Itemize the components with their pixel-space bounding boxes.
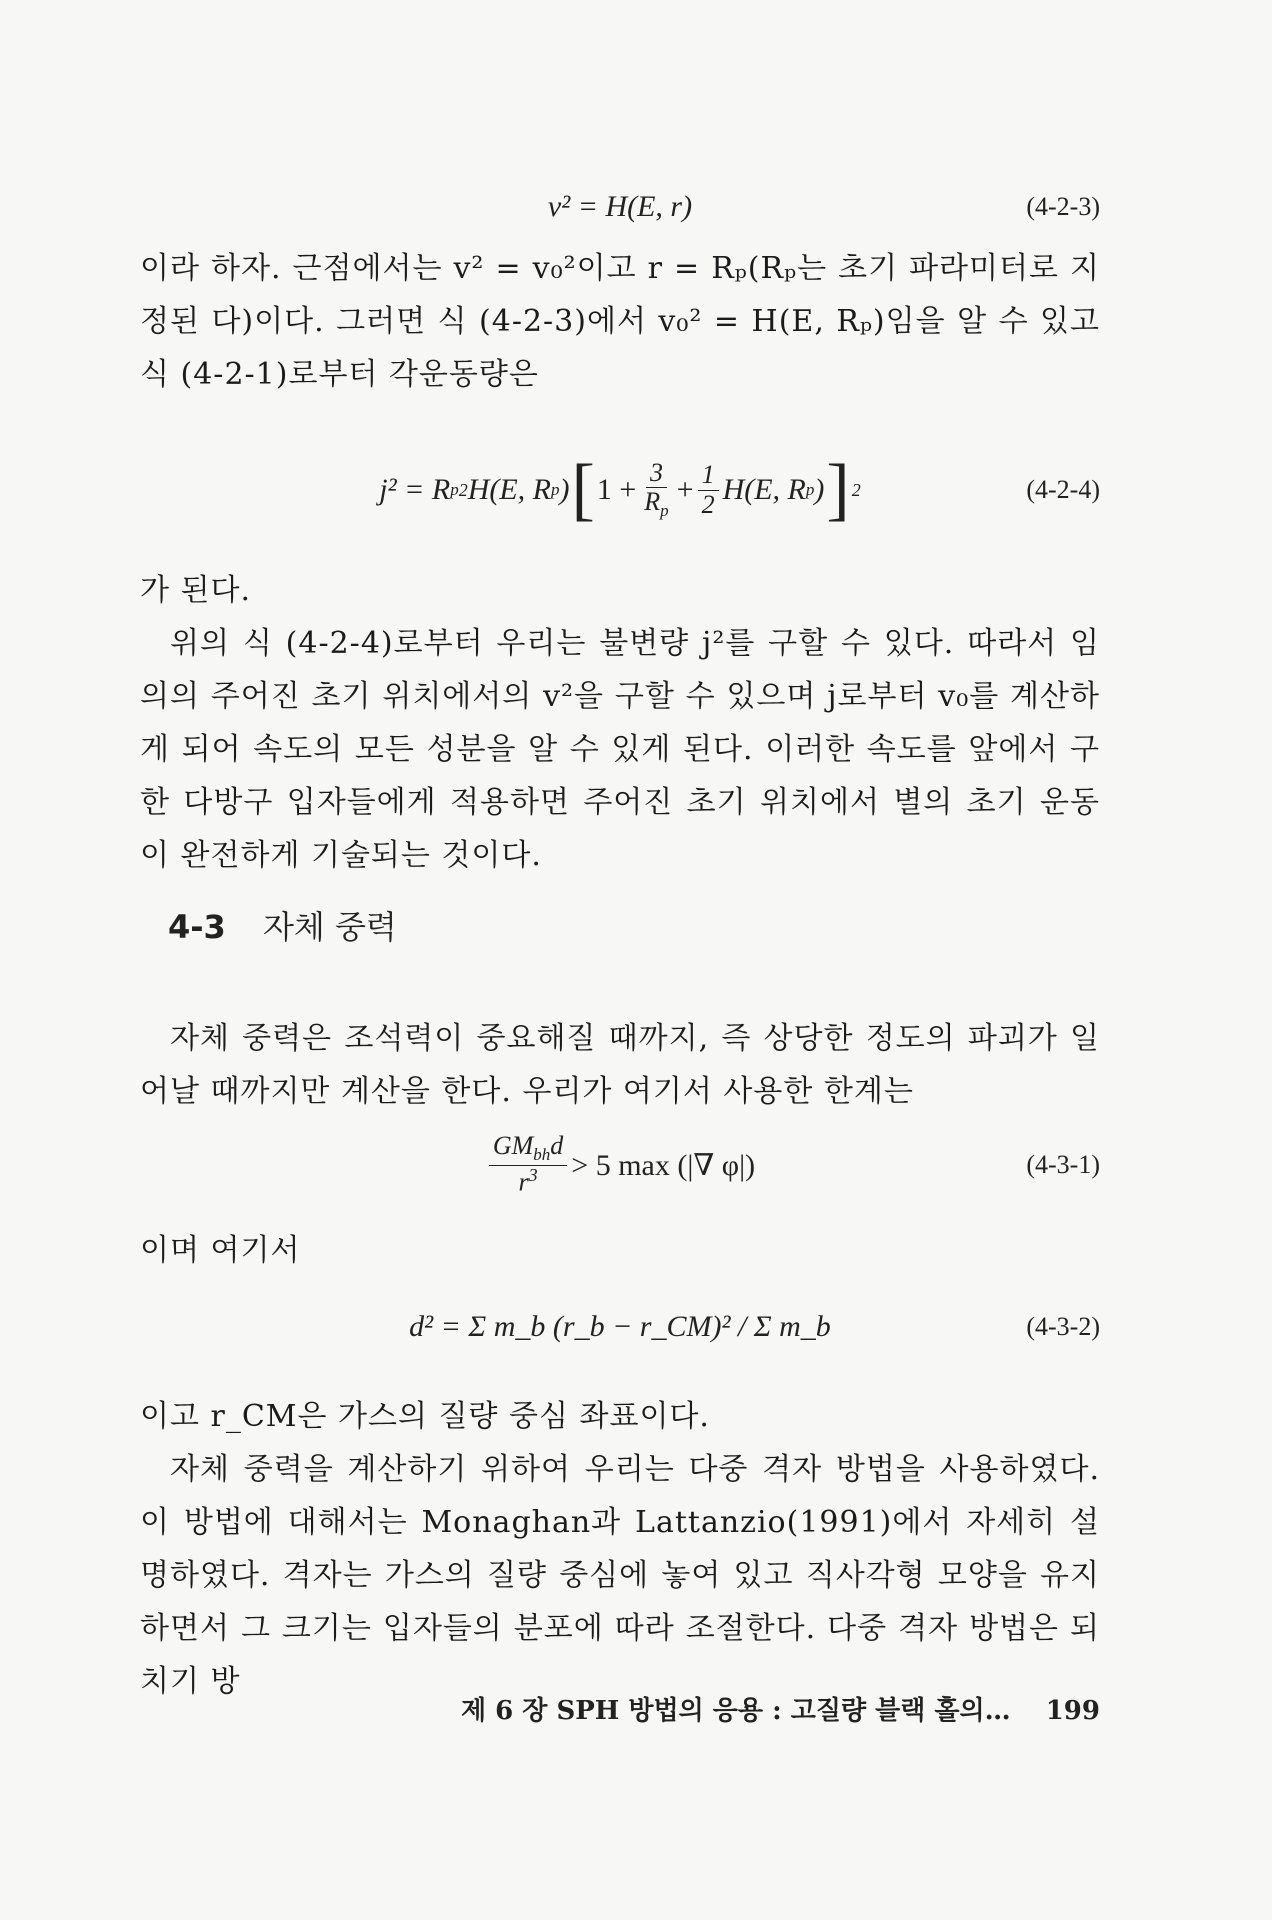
fraction: $\frac{GM_{bh}d}{r^3}$ bbox=[489, 1132, 567, 1197]
fraction-numerator: 1 bbox=[698, 461, 719, 491]
page-number: 199 bbox=[1045, 1696, 1100, 1726]
equation-4-2-3 bbox=[140, 172, 1100, 242]
equation-body: d² = Σ m_b (r_b − r_CM)² / Σ m_b bbox=[409, 1310, 831, 1343]
equation-number: (4-3-1) bbox=[1026, 1150, 1100, 1179]
chapter-title: 제 6 장 SPH 방법의 응용 : 고질량 블랙 홀의… bbox=[460, 1696, 1011, 1726]
fraction-2 bbox=[698, 461, 719, 519]
equation-number: (4-3-2) bbox=[1026, 1312, 1100, 1341]
equation-4-2-4: j² = R p 2 H(E, R p ) [ 1 + $\frac{3}{R_p}$ + $\frac{1}{2}$ H(E, R p ) ] 2 (4-2-4) bbox=[379, 451, 1100, 528]
eq-rhs-inner: H(E, R bbox=[467, 473, 552, 506]
fraction-numerator: GM bbox=[492, 1131, 534, 1161]
fraction-numerator: 3 bbox=[646, 459, 667, 489]
eq-rhs: > 5 max (|∇ φ|) bbox=[571, 1148, 756, 1182]
paragraph-text: 자체 중력을 계산하기 위하여 우리는 다중 격자 방법을 사용하였다. 이 방법에 대해서는 Monaghan과 Lattanzio(1991)에서 자세히 설명하였다. 격자는 가스의 질량 중심에 놓여 있고 직사각형 모양을 유지하면서 그 크기는 입자들의 분포에 따라 조절한다. 다중 격자 방법은 되치기 방 bbox=[140, 1452, 1100, 1699]
eq-lhs: j² = R bbox=[379, 473, 451, 506]
paragraph-text: 이며 여기서 bbox=[140, 1233, 301, 1268]
paragraph-1 bbox=[140, 242, 1100, 401]
equation-number: (4-2-4) bbox=[1026, 475, 1100, 504]
paragraph-7 bbox=[140, 1443, 1100, 1708]
fraction-1: $\frac{3}{R_p}$ bbox=[644, 457, 669, 521]
section-number: 4-3 bbox=[168, 908, 226, 946]
equation-4-3-2 bbox=[140, 1292, 1100, 1362]
paragraph-text: 위의 식 (4-2-4)로부터 우리는 불변량 j²를 구할 수 있다. 따라서 임의의 주어진 초기 위치에서의 v²을 구할 수 있으며 j로부터 v₀를 계산하게 되어 속도의 모든 성분을 알 수 있게 된다. 이러한 속도를 앞에서 구한 다방구 입자들에게 적용하면 주어진 초기 위치에서 별의 초기 운동이 완전하게 기술되는 것이다. bbox=[140, 626, 1100, 873]
paragraph-text: 자체 중력은 조석력이 중요해질 때까지, 즉 상당한 정도의 파괴가 일어날 때까지만 계산을 한다. 우리가 여기서 사용한 한계는 bbox=[140, 1021, 1100, 1109]
page-footer bbox=[440, 1690, 1100, 1727]
equation-number: (4-2-3) bbox=[1026, 192, 1100, 221]
bracket-left: [ bbox=[571, 451, 595, 528]
paragraph-text: 가 된다. bbox=[140, 573, 252, 608]
fraction-denominator: 2 bbox=[701, 489, 715, 519]
section-heading bbox=[168, 902, 397, 948]
fraction-denominator: r bbox=[518, 1167, 529, 1197]
equation-4-3-1 bbox=[140, 1120, 1100, 1210]
paragraph-5 bbox=[140, 1224, 1100, 1277]
section-title: 자체 중력 bbox=[262, 908, 397, 946]
paragraph-4 bbox=[140, 1012, 1100, 1118]
paragraph-text: 이고 r_CM은 가스의 질량 중심 좌표이다. bbox=[140, 1399, 710, 1434]
bracket-right: ] bbox=[826, 451, 850, 528]
paragraph-6 bbox=[140, 1390, 1100, 1443]
paragraph-2 bbox=[140, 564, 1100, 617]
paragraph-text: 이라 하자. 근점에서는 v² = v₀²이고 r = Rₚ(Rₚ는 초기 파라미터로 지정된 다)이다. 그러면 식 (4-2-3)에서 v₀² = H(E, Rₚ)임을 알 수 있고 식 (4-2-1)로부터 각운동량은 bbox=[140, 251, 1100, 392]
equation-body: v² = H(E, r) bbox=[547, 190, 693, 223]
fraction-denominator: R bbox=[644, 487, 661, 517]
paragraph-3 bbox=[140, 617, 1100, 882]
